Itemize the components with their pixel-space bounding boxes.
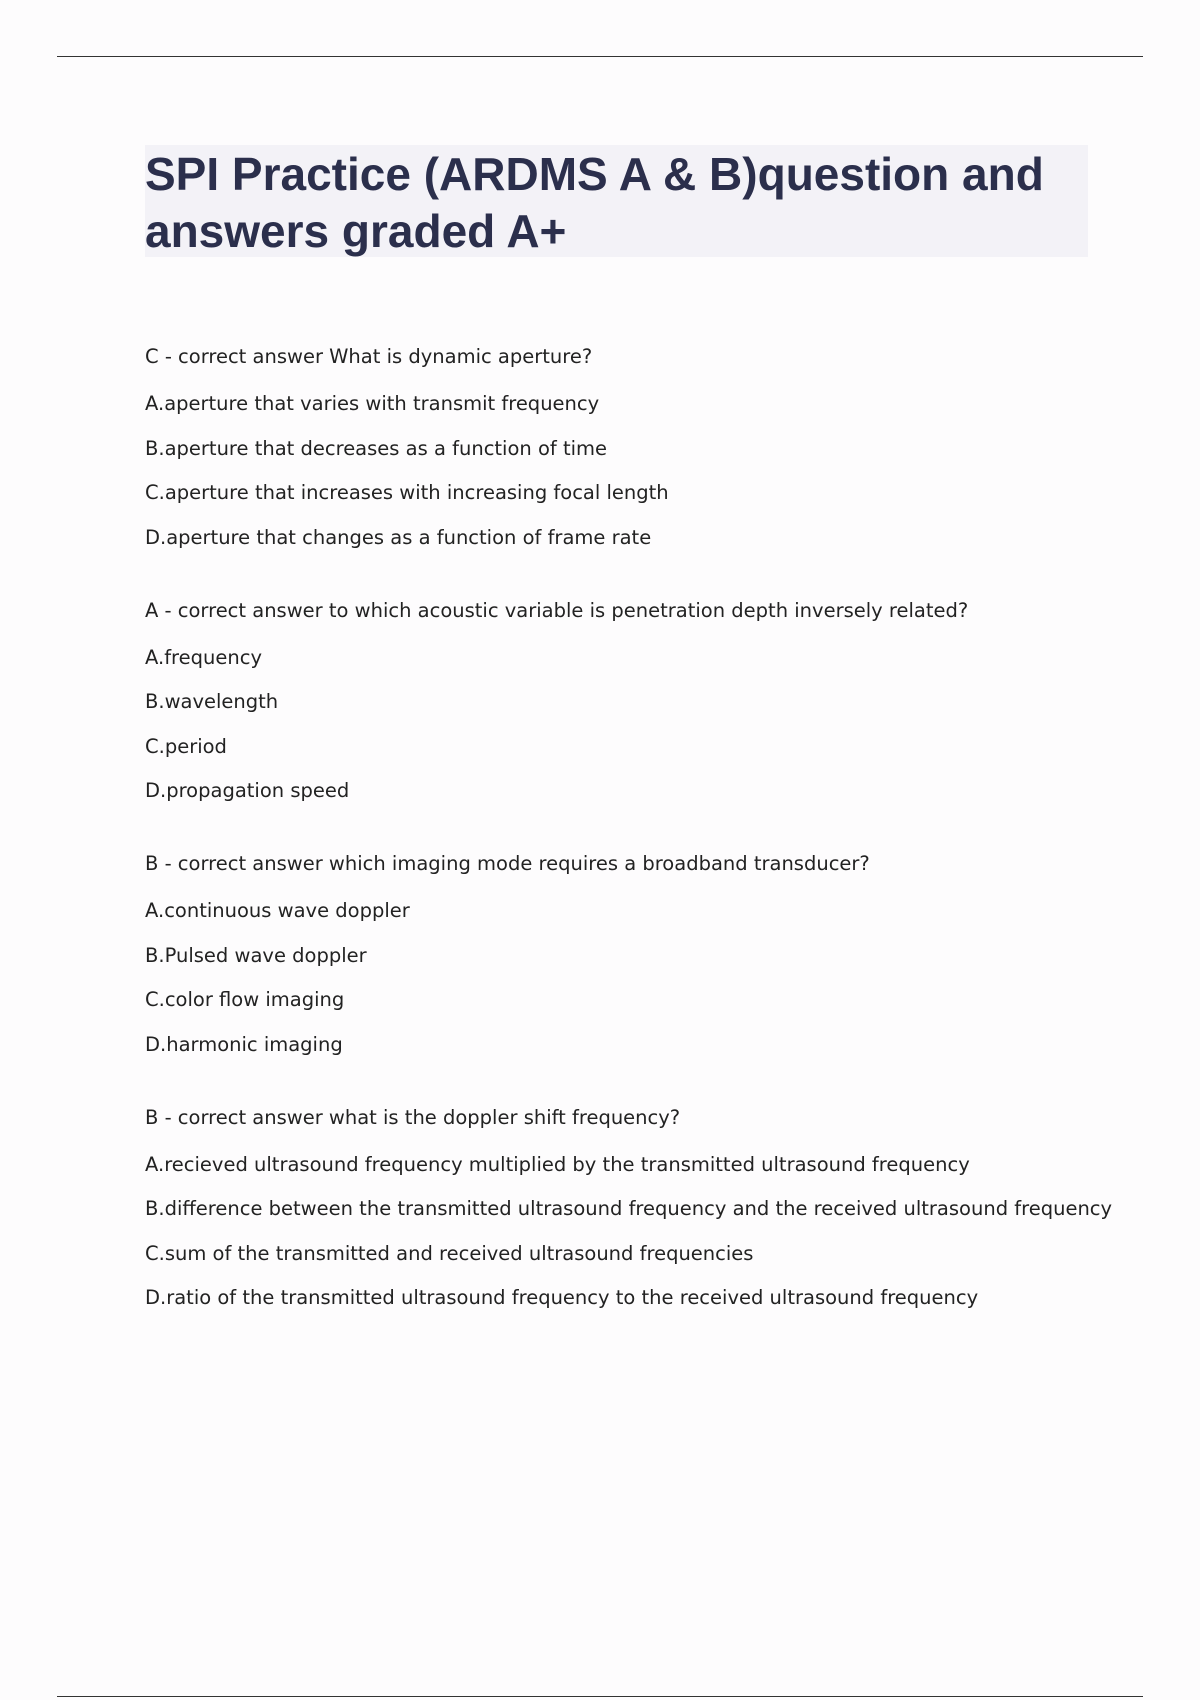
question-text: B - correct answer which imaging mode requires a broadband transducer? [145,852,870,875]
answer-option: D.ratio of the transmitted ultrasound frequency to the received ultrasound frequency [145,1286,979,1309]
answer-option: D.aperture that changes as a function of frame rate [145,525,652,549]
question-text: A - correct answer to which acoustic variable is penetration depth inversely related? [145,598,969,622]
answer-option: B.wavelength [145,690,279,713]
answer-option: C.sum of the transmitted and received ultrasound frequencies [145,1241,754,1265]
question-text: B - correct answer what is the doppler shift frequency? [145,1105,681,1129]
answer-option: B.aperture that decreases as a function of time [145,436,608,460]
answer-option: C.color flow imaging [145,988,345,1011]
answer-option: A.aperture that varies with transmit frequency [145,392,600,415]
question-block [145,852,1145,1056]
bottom-divider [57,1696,1143,1697]
answer-option: A.frequency [145,645,262,669]
question-block [145,599,1145,803]
document-title: SPI Practice (ARDMS A & B)question and answers graded A+ [145,148,1044,257]
question-block [145,1106,1145,1310]
question-text: C - correct answer What is dynamic aperture? [145,345,593,368]
answer-option: D.harmonic imaging [145,1032,343,1056]
answer-option: A.continuous wave doppler [145,899,410,922]
answer-option: B.difference between the transmitted ultrasound frequency and the received ultrasound frequency [145,1197,1113,1220]
answer-option: B.Pulsed wave doppler [145,943,367,967]
question-block [145,345,1145,549]
answer-option: C.aperture that increases with increasing focal length [145,481,669,504]
answer-option: D.propagation speed [145,779,350,802]
answer-option: C.period [145,734,227,758]
question-list [145,345,1145,1359]
answer-option: A.recieved ultrasound frequency multiplied by the transmitted ultrasound frequency [145,1152,970,1176]
top-divider [57,56,1143,57]
